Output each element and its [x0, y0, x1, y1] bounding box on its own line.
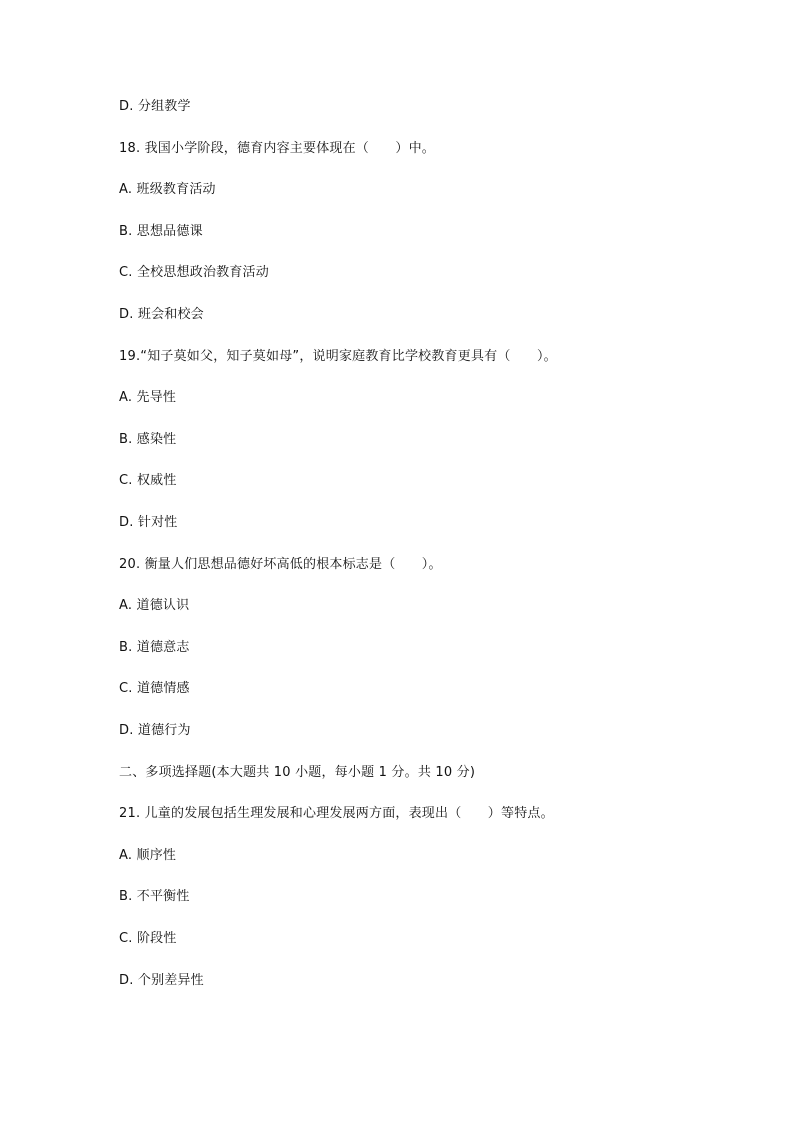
q21-option-d: D. 个别差异性 — [119, 973, 204, 988]
q20-option-a: A. 道德认识 — [119, 598, 190, 613]
q18-option-a: A. 班级教育活动 — [119, 182, 216, 197]
question-19: 19.“知子莫如父，知子莫如母”，说明家庭教育比学校教育更具有（ ）。 — [119, 349, 557, 364]
q21-option-a: A. 顺序性 — [119, 848, 177, 863]
section-heading: 二、多项选择题(本大题共 10 小题，每小题 1 分。共 10 分) — [119, 765, 476, 780]
q20-option-b: B. 道德意志 — [119, 640, 190, 655]
q18-option-c: C. 全校思想政治教育活动 — [119, 265, 269, 280]
question-21: 21. 儿童的发展包括生理发展和心理发展两方面，表现出（ ）等特点。 — [119, 806, 554, 821]
q18-option-b: B. 思想品德课 — [119, 224, 203, 239]
q20-option-d: D. 道德行为 — [119, 723, 191, 738]
q19-option-b: B. 感染性 — [119, 432, 177, 447]
q18-option-d: D. 班会和校会 — [119, 307, 204, 322]
q19-option-c: C. 权威性 — [119, 473, 177, 488]
question-18: 18. 我国小学阶段，德育内容主要体现在（ ）中。 — [119, 141, 436, 156]
q17-option-d: D. 分组教学 — [119, 99, 191, 114]
question-20: 20. 衡量人们思想品德好坏高低的根本标志是（ ）。 — [119, 557, 442, 572]
q19-option-d: D. 针对性 — [119, 515, 178, 530]
q20-option-c: C. 道德情感 — [119, 681, 190, 696]
q19-option-a: A. 先导性 — [119, 390, 177, 405]
q21-option-b: B. 不平衡性 — [119, 889, 190, 904]
q21-option-c: C. 阶段性 — [119, 931, 177, 946]
